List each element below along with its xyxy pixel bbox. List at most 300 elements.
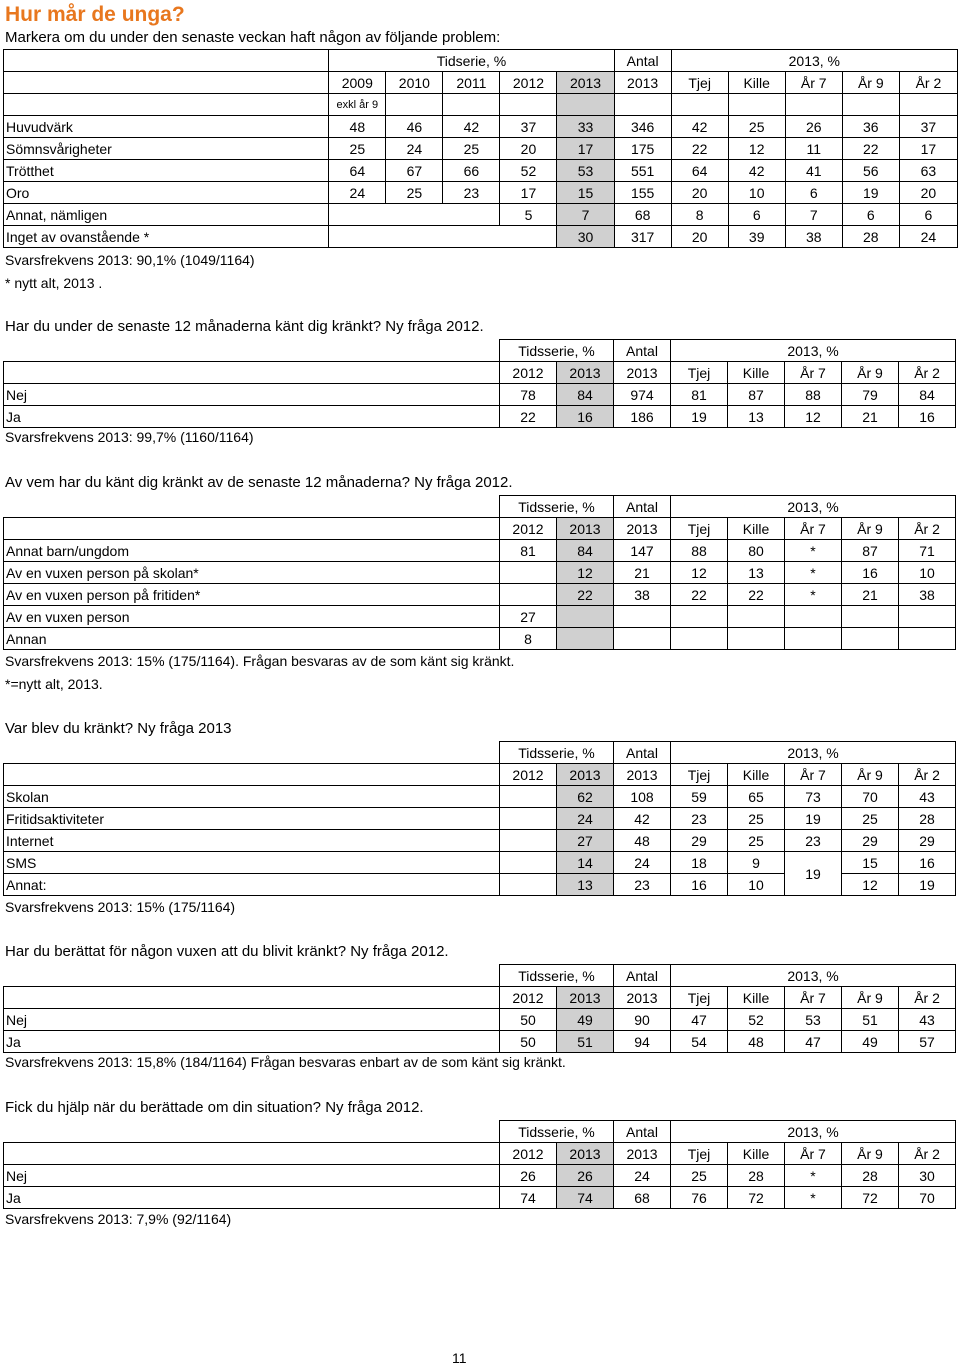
cell-ar9: 28	[842, 226, 899, 248]
cell-c2010: 24	[386, 138, 443, 160]
cell-c2013: 53	[557, 160, 614, 182]
cell-c2013: 49	[557, 1009, 614, 1031]
empty-cell	[899, 628, 956, 650]
empty-cell	[500, 786, 557, 808]
cell-c2012: 17	[500, 182, 557, 204]
cell-kille: 28	[728, 1165, 785, 1187]
cell-tjej: 16	[671, 874, 728, 896]
col-kille: Kille	[728, 362, 785, 384]
cell-antal: 24	[614, 1165, 671, 1187]
cell-c2013: 30	[557, 226, 614, 248]
cell-c2010: 67	[386, 160, 443, 182]
q2-response-rate: Svarsfrekvens 2013: 99,7% (1160/1164)	[5, 429, 254, 445]
table-row	[4, 116, 958, 138]
cell-ar9: 16	[842, 562, 899, 584]
cell-antal: 24	[614, 852, 671, 874]
empty-cell	[842, 606, 899, 628]
cell-ar2: 57	[899, 1031, 956, 1053]
col-2013: 2013	[557, 1143, 614, 1165]
row-label: Oro	[4, 182, 329, 204]
col-2012: 2012	[500, 72, 557, 94]
empty-cell	[500, 808, 557, 830]
header-2013-percent: 2013, %	[671, 1121, 956, 1143]
cell-kille: 6	[728, 204, 785, 226]
page-number: 11	[452, 1350, 467, 1366]
cell-c2012: 8	[500, 628, 557, 650]
row-label: Av en vuxen person på skolan*	[4, 562, 500, 584]
cell-c2013: 51	[557, 1031, 614, 1053]
cell-c2012: 22	[500, 406, 557, 428]
cell-c2013: 14	[557, 852, 614, 874]
table-row	[4, 406, 960, 428]
empty-cell	[728, 628, 785, 650]
q6-response-rate: Svarsfrekvens 2013: 7,9% (92/1164)	[5, 1211, 231, 1227]
header-antal: Antal	[614, 742, 671, 764]
cell-tjej: 22	[671, 138, 728, 160]
cell-c2012: 50	[500, 1031, 557, 1053]
cell-tjej: 88	[671, 540, 728, 562]
cell-tjej: 54	[671, 1031, 728, 1053]
cell-kille: 9	[728, 852, 785, 874]
cell-ar2: 37	[899, 116, 957, 138]
empty-cell	[614, 606, 671, 628]
row-label: Ja	[4, 406, 500, 428]
cell-ar7: 19	[785, 808, 842, 830]
cell-tjej: 25	[671, 1165, 728, 1187]
cell-ar2: 63	[899, 160, 957, 182]
cell-ar9: 21	[842, 406, 899, 428]
header-antal: Antal	[614, 340, 671, 362]
cell-ar9: 29	[842, 830, 899, 852]
t1-footnote: * nytt alt, 2013 .	[5, 275, 102, 291]
empty-cell	[557, 606, 614, 628]
table-row	[4, 1187, 960, 1209]
table-row	[4, 830, 960, 852]
cell-c2013: 16	[557, 406, 614, 428]
row-label: Nej	[4, 384, 500, 406]
cell-antal: 974	[614, 384, 671, 406]
cell-ar7: *	[785, 540, 842, 562]
cell-tjej: 19	[671, 406, 728, 428]
cell-c2013: 26	[557, 1165, 614, 1187]
table-row	[4, 384, 960, 406]
col-ar2: År 2	[899, 987, 956, 1009]
table-row	[4, 1031, 960, 1053]
table-row	[4, 182, 958, 204]
row-label: Ja	[4, 1031, 500, 1053]
cell-antal: 42	[614, 808, 671, 830]
cell-ar2: 71	[899, 540, 956, 562]
cell-c2012: 26	[500, 1165, 557, 1187]
empty-cell	[500, 852, 557, 874]
empty-cell	[728, 606, 785, 628]
col-2013: 2013	[557, 764, 614, 786]
col-ar9: År 9	[842, 1143, 899, 1165]
cell-kille: 87	[728, 384, 785, 406]
cell-ar7: 38	[785, 226, 842, 248]
cell-ar7: *	[785, 584, 842, 606]
cell-antal: 94	[614, 1031, 671, 1053]
table-health-problems	[3, 49, 958, 248]
cell-ar9: 15	[842, 852, 899, 874]
cell-antal: 23	[614, 874, 671, 896]
empty-cell	[785, 606, 842, 628]
cell-kille: 39	[728, 226, 785, 248]
header-2013-percent: 2013, %	[671, 340, 956, 362]
question-1-text: Markera om du under den senaste veckan haft någon av följande problem:	[5, 29, 500, 46]
cell-tjej: 29	[671, 830, 728, 852]
row-label: Annat:	[4, 874, 500, 896]
col-ar2: År 2	[899, 1143, 956, 1165]
cell-ar7: 6	[785, 182, 842, 204]
cell-ar7: 73	[785, 786, 842, 808]
col-2013: 2013	[557, 362, 614, 384]
cell-tjej: 12	[671, 562, 728, 584]
cell-c2013: 15	[557, 182, 614, 204]
header-antal: Antal	[614, 1121, 671, 1143]
cell-kille: 13	[728, 562, 785, 584]
cell-ar7: 7	[785, 204, 842, 226]
cell-antal: 48	[614, 830, 671, 852]
cell-c2013: 33	[557, 116, 614, 138]
row-label: Huvudvärk	[4, 116, 329, 138]
cell-ar2: 17	[899, 138, 957, 160]
row-label: Annat, nämligen	[4, 204, 329, 226]
cell-c2013: 62	[557, 786, 614, 808]
row-label: SMS	[4, 852, 500, 874]
cell-antal: 90	[614, 1009, 671, 1031]
table-q6	[3, 1120, 960, 1209]
cell-ar2: 70	[899, 1187, 956, 1209]
row-label: Inget av ovanstående *	[4, 226, 329, 248]
col-ar2: År 2	[899, 72, 957, 94]
col-ar2: År 2	[899, 764, 956, 786]
table-row	[4, 628, 960, 650]
cell-antal: 68	[614, 1187, 671, 1209]
row-label: Av en vuxen person på fritiden*	[4, 584, 500, 606]
table-row	[4, 606, 960, 628]
table-row	[4, 1009, 960, 1031]
header-2013-percent: 2013, %	[671, 50, 957, 72]
cell-ar2: 30	[899, 1165, 956, 1187]
cell-kille: 52	[728, 1009, 785, 1031]
cell-ar9: 70	[842, 786, 899, 808]
cell-antal: 147	[614, 540, 671, 562]
cell-kille: 10	[728, 874, 785, 896]
cell-antal: 346	[614, 116, 671, 138]
row-label: Sömnsvårigheter	[4, 138, 329, 160]
cell-ar7: *	[785, 1187, 842, 1209]
cell-ar2: 10	[899, 562, 956, 584]
col-kille: Kille	[728, 987, 785, 1009]
cell-c2013: 24	[557, 808, 614, 830]
cell-ar9: 36	[842, 116, 899, 138]
table-row	[4, 226, 958, 248]
col-tjej: Tjej	[671, 362, 728, 384]
col-2012: 2012	[500, 362, 557, 384]
cell-ar9: 79	[842, 384, 899, 406]
cell-tjej: 23	[671, 808, 728, 830]
t1-response-rate: Svarsfrekvens 2013: 90,1% (1049/1164)	[5, 252, 255, 268]
cell-ar7: *	[785, 1165, 842, 1187]
col-2013-antal: 2013	[614, 987, 671, 1009]
header-2013-percent: 2013, %	[671, 496, 956, 518]
cell-ar7: 12	[785, 406, 842, 428]
cell-ar9: 22	[842, 138, 899, 160]
cell-ar9: 72	[842, 1187, 899, 1209]
cell-c2013: 27	[557, 830, 614, 852]
table-row	[4, 562, 960, 584]
col-tjej: Tjej	[671, 72, 728, 94]
empty-cell	[329, 204, 500, 226]
cell-kille: 13	[728, 406, 785, 428]
col-ar7: År 7	[785, 764, 842, 786]
header-2013-percent: 2013, %	[671, 742, 956, 764]
col-2013: 2013	[557, 72, 614, 94]
col-ar7: År 7	[785, 987, 842, 1009]
cell-c2011: 25	[443, 138, 500, 160]
cell-ar7: 41	[785, 160, 842, 182]
empty-cell	[785, 628, 842, 650]
col-ar7: År 7	[785, 518, 842, 540]
row-label: Nej	[4, 1165, 500, 1187]
cell-ar9: 19	[842, 182, 899, 204]
cell-c2012: 27	[500, 606, 557, 628]
cell-tjej: 18	[671, 852, 728, 874]
cell-antal: 68	[614, 204, 671, 226]
cell-ar9: 49	[842, 1031, 899, 1053]
col-tjej: Tjej	[671, 518, 728, 540]
cell-c2009: 64	[329, 160, 386, 182]
cell-ar2: 19	[899, 874, 956, 896]
cell-kille: 80	[728, 540, 785, 562]
table-q2	[3, 339, 960, 428]
cell-ar2: 16	[899, 406, 956, 428]
cell-ar2: 28	[899, 808, 956, 830]
cell-antal: 108	[614, 786, 671, 808]
cell-kille: 22	[728, 584, 785, 606]
cell-ar9: 56	[842, 160, 899, 182]
cell-antal: 551	[614, 160, 671, 182]
empty-cell	[671, 606, 728, 628]
col-kille: Kille	[728, 1143, 785, 1165]
empty-cell	[329, 226, 557, 248]
col-2012: 2012	[500, 987, 557, 1009]
cell-c2011: 23	[443, 182, 500, 204]
empty-cell	[500, 584, 557, 606]
cell-tjej: 64	[671, 160, 728, 182]
note-exkl-ar9: exkl år 9	[329, 94, 386, 116]
cell-ar7: 88	[785, 384, 842, 406]
col-ar7: År 7	[785, 72, 842, 94]
cell-ar9: 28	[842, 1165, 899, 1187]
table-row	[4, 584, 960, 606]
cell-antal: 186	[614, 406, 671, 428]
table-row	[4, 1165, 960, 1187]
cell-c2012: 50	[500, 1009, 557, 1031]
row-label: Annan	[4, 628, 500, 650]
cell-ar7: 19	[785, 852, 842, 896]
cell-c2013: 84	[557, 384, 614, 406]
cell-c2010: 25	[386, 182, 443, 204]
cell-ar2: 6	[899, 204, 957, 226]
cell-c2012: 5	[500, 204, 557, 226]
cell-c2012: 74	[500, 1187, 557, 1209]
col-2013-antal: 2013	[614, 764, 671, 786]
col-ar9: År 9	[842, 72, 899, 94]
col-ar7: År 7	[785, 1143, 842, 1165]
cell-ar7: 47	[785, 1031, 842, 1053]
header-antal: Antal	[614, 965, 671, 987]
table-row	[4, 138, 958, 160]
page-title: Hur mår de unga?	[5, 3, 185, 27]
col-ar2: År 2	[899, 518, 956, 540]
q4-heading: Var blev du kränkt? Ny fråga 2013	[5, 720, 232, 737]
table-row	[4, 160, 958, 182]
row-label: Internet	[4, 830, 500, 852]
cell-c2013: 7	[557, 204, 614, 226]
cell-kille: 10	[728, 182, 785, 204]
col-tjej: Tjej	[671, 987, 728, 1009]
col-tjej: Tjej	[671, 764, 728, 786]
row-label: Nej	[4, 1009, 500, 1031]
empty-cell	[899, 606, 956, 628]
cell-c2013: 84	[557, 540, 614, 562]
col-2012: 2012	[500, 1143, 557, 1165]
header-antal: Antal	[614, 50, 671, 72]
cell-c2011: 66	[443, 160, 500, 182]
cell-tjej: 22	[671, 584, 728, 606]
empty-cell	[614, 628, 671, 650]
table-row	[4, 204, 958, 226]
q3-response-rate: Svarsfrekvens 2013: 15% (175/1164). Frågan besvaras av de som känt sig kränkt.	[5, 653, 514, 669]
cell-kille: 12	[728, 138, 785, 160]
cell-c2013: 13	[557, 874, 614, 896]
cell-tjej: 8	[671, 204, 728, 226]
cell-ar7: 26	[785, 116, 842, 138]
col-2012: 2012	[500, 764, 557, 786]
header-antal: Antal	[614, 496, 671, 518]
col-kille: Kille	[728, 72, 785, 94]
table-row	[4, 852, 960, 874]
table-q5	[3, 964, 960, 1053]
col-2013-antal: 2013	[614, 518, 671, 540]
cell-tjej: 42	[671, 116, 728, 138]
q3-footnote: *=nytt alt, 2013.	[5, 676, 103, 692]
col-2013-antal: 2013	[614, 362, 671, 384]
cell-ar9: 6	[842, 204, 899, 226]
col-2009: 2009	[329, 72, 386, 94]
col-kille: Kille	[728, 518, 785, 540]
empty-cell	[842, 628, 899, 650]
header-tidsserie: Tidsserie, %	[500, 742, 614, 764]
cell-ar9: 21	[842, 584, 899, 606]
table-row	[4, 540, 960, 562]
cell-c2013: 74	[557, 1187, 614, 1209]
header-2013-percent: 2013, %	[671, 965, 956, 987]
cell-antal: 317	[614, 226, 671, 248]
cell-tjej: 20	[671, 182, 728, 204]
row-label: Annat barn/ungdom	[4, 540, 500, 562]
cell-kille: 25	[728, 116, 785, 138]
row-label: Ja	[4, 1187, 500, 1209]
cell-ar7: 11	[785, 138, 842, 160]
empty-cell	[557, 628, 614, 650]
header-tidsserie: Tidsserie, %	[500, 1121, 614, 1143]
cell-tjej: 59	[671, 786, 728, 808]
cell-kille: 48	[728, 1031, 785, 1053]
header-tidsserie: Tidsserie, %	[500, 965, 614, 987]
q3-heading: Av vem har du känt dig kränkt av de senaste 12 månaderna? Ny fråga 2012.	[5, 474, 513, 491]
cell-ar7: 23	[785, 830, 842, 852]
cell-tjej: 47	[671, 1009, 728, 1031]
table-q4	[3, 741, 960, 896]
cell-kille: 25	[728, 830, 785, 852]
cell-c2009: 25	[329, 138, 386, 160]
col-2011: 2011	[443, 72, 500, 94]
cell-ar9: 12	[842, 874, 899, 896]
empty-cell	[500, 562, 557, 584]
cell-tjej: 81	[671, 384, 728, 406]
row-label: Av en vuxen person	[4, 606, 500, 628]
q4-response-rate: Svarsfrekvens 2013: 15% (175/1164)	[5, 899, 235, 915]
cell-c2013: 22	[557, 584, 614, 606]
col-2013: 2013	[557, 518, 614, 540]
cell-c2013: 12	[557, 562, 614, 584]
cell-kille: 25	[728, 808, 785, 830]
cell-ar2: 43	[899, 786, 956, 808]
col-tjej: Tjej	[671, 1143, 728, 1165]
cell-ar2: 38	[899, 584, 956, 606]
cell-c2012: 81	[500, 540, 557, 562]
q2-heading: Har du under de senaste 12 månaderna känt dig kränkt? Ny fråga 2012.	[5, 318, 484, 335]
row-label: Skolan	[4, 786, 500, 808]
q5-heading: Har du berättat för någon vuxen att du blivit kränkt? Ny fråga 2012.	[5, 943, 449, 960]
cell-ar9: 87	[842, 540, 899, 562]
cell-ar7: *	[785, 562, 842, 584]
col-2013-antal: 2013	[614, 1143, 671, 1165]
cell-ar2: 16	[899, 852, 956, 874]
cell-kille: 72	[728, 1187, 785, 1209]
table-q3	[3, 495, 960, 650]
cell-antal: 155	[614, 182, 671, 204]
col-ar2: År 2	[899, 362, 956, 384]
cell-ar9: 51	[842, 1009, 899, 1031]
cell-ar7: 53	[785, 1009, 842, 1031]
q5-response-rate: Svarsfrekvens 2013: 15,8% (184/1164) Frågan besvaras enbart av de som känt sig kränkt.	[5, 1054, 566, 1070]
cell-ar2: 43	[899, 1009, 956, 1031]
cell-c2012: 52	[500, 160, 557, 182]
cell-c2012: 37	[500, 116, 557, 138]
cell-antal: 21	[614, 562, 671, 584]
cell-ar2: 20	[899, 182, 957, 204]
header-tidserie: Tidserie, %	[329, 50, 614, 72]
empty-cell	[500, 874, 557, 896]
empty-cell	[671, 628, 728, 650]
table-row	[4, 786, 960, 808]
table-row	[4, 808, 960, 830]
cell-ar2: 24	[899, 226, 957, 248]
q6-heading: Fick du hjälp när du berättade om din situation? Ny fråga 2012.	[5, 1099, 424, 1116]
col-2012: 2012	[500, 518, 557, 540]
empty-cell	[500, 830, 557, 852]
header-tidsserie: Tidsserie, %	[500, 496, 614, 518]
cell-tjej: 76	[671, 1187, 728, 1209]
cell-ar2: 29	[899, 830, 956, 852]
col-ar9: År 9	[842, 362, 899, 384]
cell-tjej: 20	[671, 226, 728, 248]
cell-c2012: 20	[500, 138, 557, 160]
